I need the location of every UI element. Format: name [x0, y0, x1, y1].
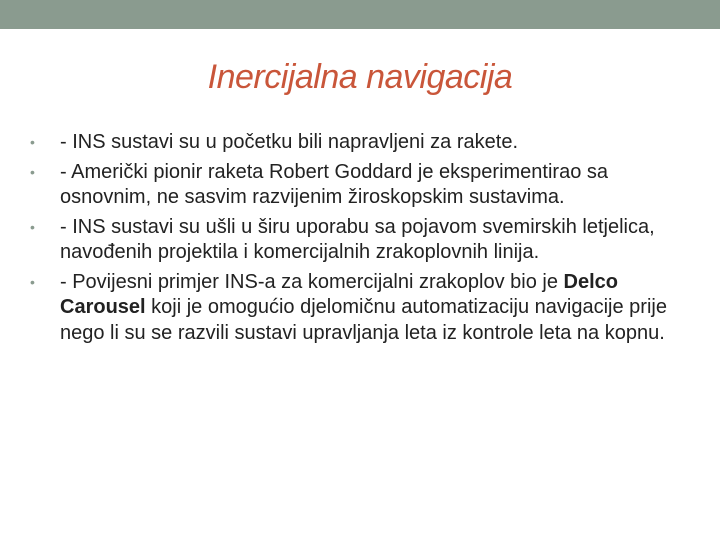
bullet-text-before: - Povijesni primjer INS-a za komercijalni zrakoplov bio je: [60, 270, 564, 293]
bullet-list: [30, 130, 700, 350]
bullet-item: [30, 160, 700, 211]
bullet-text: - INS sustavi su u početku bili napravljeni za rakete.: [60, 131, 518, 153]
bullet-text: - INS sustavi su ušli u širu uporabu sa pojavom svemirskih letjelica, navođenih projektila i komercijalnih zrakoplovnih linija.: [60, 215, 655, 263]
bullet-text-bold: Delco Carousel: [60, 270, 618, 318]
bullet-item: [30, 215, 700, 266]
bullet-dot-icon: •: [30, 218, 35, 235]
bullet-dot-icon: •: [30, 163, 35, 180]
bullet-text-after: koji je omogućio djelomičnu automatizaciju navigacije prije nego li su se razvili sustavi upravljanja leta iz kontrole leta na kopnu.: [60, 296, 667, 344]
bullet-text: - Američki pionir raketa Robert Goddard je eksperimentirao sa osnovnim, ne sasvim razvijenim žiroskopskim sustavima.: [60, 160, 609, 208]
bullet-item: [30, 270, 700, 347]
top-decorative-band: [0, 0, 720, 29]
bullet-dot-icon: •: [30, 134, 35, 150]
slide-title: Inercijalna navigacija: [207, 58, 513, 96]
bullet-item: [30, 130, 700, 156]
bullet-dot-icon: •: [30, 273, 35, 290]
